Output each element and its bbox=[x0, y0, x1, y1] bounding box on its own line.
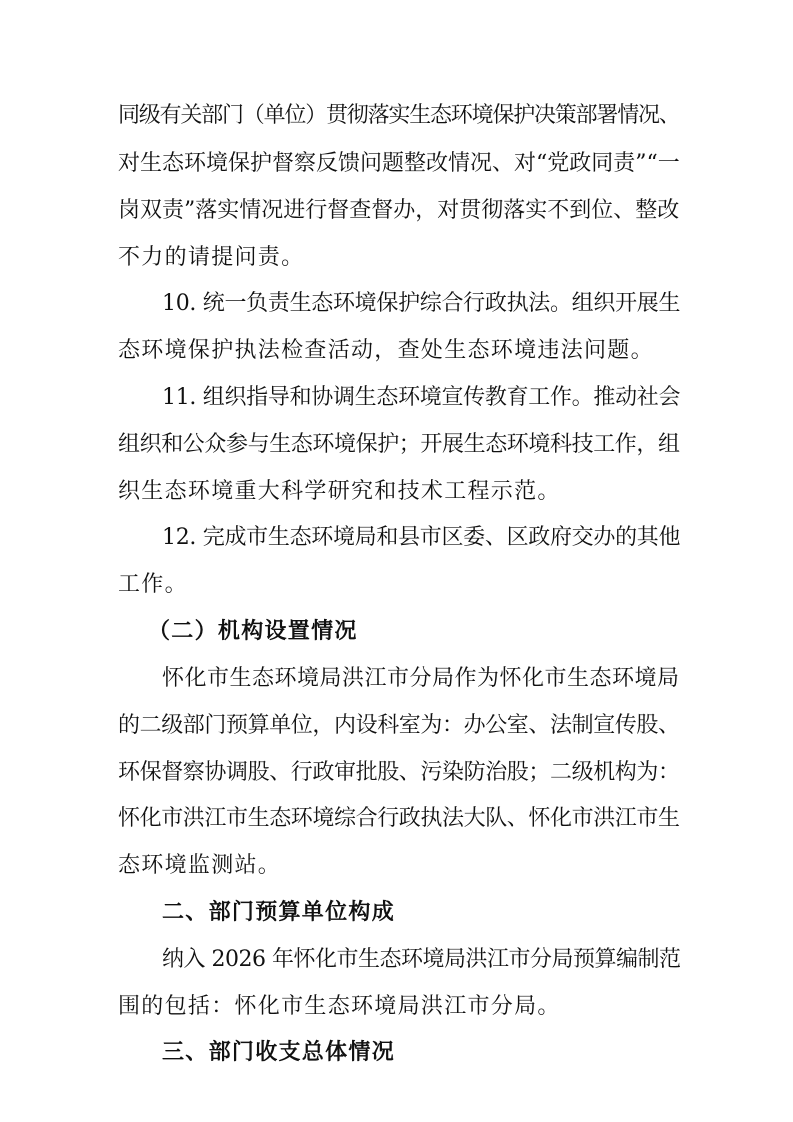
item-12-line: 12. 完成市生态环境局和县市区委、区政府交办的其他 bbox=[162, 525, 681, 550]
section-heading-budget-units: 二、部门预算单位构成 bbox=[162, 900, 396, 925]
item-11-line: 11. 组织指导和协调生态环境宣传教育工作。推动社会 bbox=[162, 385, 681, 410]
paragraph-line: 怀化市生态环境局洪江市分局作为怀化市生态环境局 bbox=[162, 666, 680, 691]
paragraph-line: 的二级部门预算单位，内设科室为：办公室、法制宣传股、 bbox=[118, 713, 680, 738]
section-heading-org-setup: （二）机构设置情况 bbox=[148, 619, 358, 644]
paragraph-line: 纳入 2026 年怀化市生态环境局洪江市分局预算编制范 bbox=[162, 947, 681, 972]
section-heading-revenue-expenditure: 三、部门收支总体情况 bbox=[162, 1040, 396, 1065]
paragraph-line: 态环境监测站。 bbox=[118, 853, 282, 878]
item-10-line: 10. 统一负责生态环境保护综合行政执法。组织开展生 bbox=[162, 291, 681, 316]
paragraph-line: 织生态环境重大科学研究和技术工程示范。 bbox=[118, 479, 561, 504]
paragraph-line: 不力的请提问责。 bbox=[118, 245, 305, 270]
paragraph-line: 同级有关部门（单位）贯彻落实生态环境保护决策部署情况、 bbox=[118, 103, 680, 128]
paragraph-line: 态环境保护执法检查活动，查处生态环境违法问题。 bbox=[118, 338, 654, 363]
paragraph-line: 围的包括：怀化市生态环境局洪江市分局。 bbox=[118, 994, 561, 1019]
paragraph-line: 组织和公众参与生态环境保护；开展生态环境科技工作，组 bbox=[118, 432, 680, 457]
paragraph-line: 工作。 bbox=[118, 572, 188, 597]
paragraph-line: 怀化市洪江市生态环境综合行政执法大队、怀化市洪江市生 bbox=[118, 806, 680, 831]
paragraph-line: 岗双责”落实情况进行督查督办，对贯彻落实不到位、整改 bbox=[118, 198, 680, 223]
paragraph-line: 环保督察协调股、行政审批股、污染防治股；二级机构为： bbox=[118, 760, 680, 785]
paragraph-line: 对生态环境保护督察反馈问题整改情况、对“党政同责”“一 bbox=[118, 151, 680, 176]
